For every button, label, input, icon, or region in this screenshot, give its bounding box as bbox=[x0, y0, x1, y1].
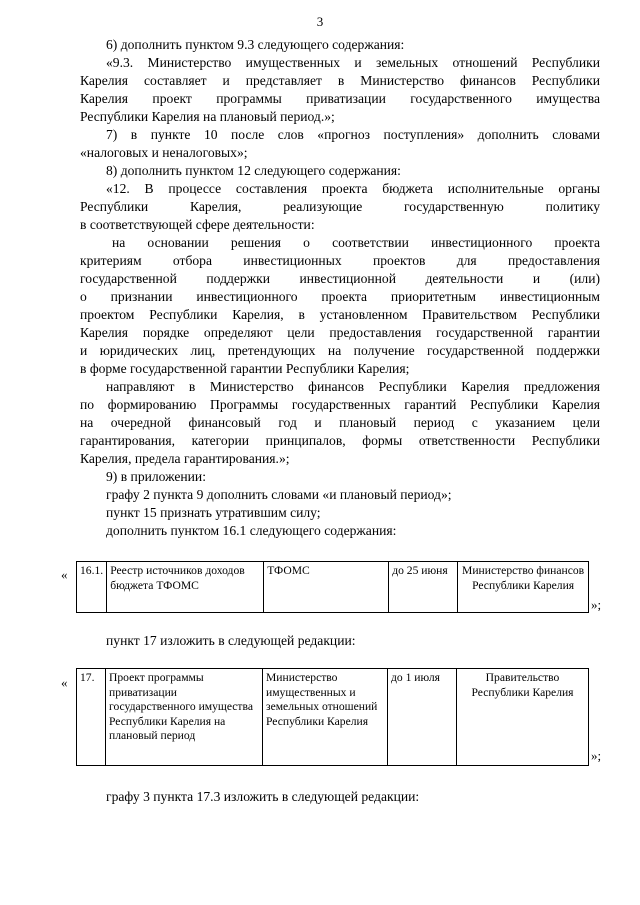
text-line: графу 3 пункта 17.3 изложить в следующей редакции: bbox=[106, 789, 420, 804]
table1-executor: ТФОМС bbox=[264, 562, 389, 613]
text-line: и юридических лиц, претендующих на получение государственной поддержки bbox=[80, 343, 600, 358]
table2-executor: Министерство имущественных и земельных отношений Республики Карелия bbox=[263, 669, 388, 766]
table2-name: Проект программы приватизации государственного имущества Республики Карелия на плановый период bbox=[106, 669, 263, 766]
text-line: о признании инвестиционного проекта приоритетным инвестиционным bbox=[80, 289, 600, 304]
text-line: 8) дополнить пунктом 12 следующего содержания: bbox=[106, 163, 401, 178]
text-line: по формированию Программы государственных гарантий Республики Карелия bbox=[80, 397, 600, 412]
text-line: Республики Карелия, реализующие государственную политику bbox=[80, 199, 600, 214]
table2-close-quote: »; bbox=[591, 748, 602, 763]
text-line: Республики Карелия на плановый период.»; bbox=[80, 109, 335, 124]
table2 bbox=[76, 668, 589, 766]
table1-name: Реестр источников доходов бюджета ТФОМС bbox=[107, 562, 264, 613]
text-line: в соответствующей сфере деятельности: bbox=[80, 217, 315, 232]
text-line: «12. В процессе составления проекта бюджета исполнительные органы bbox=[106, 181, 600, 196]
table2-num: 17. bbox=[77, 669, 106, 766]
text-line: Карелия порядке определяют цели предоставления государственной гарантии bbox=[80, 325, 600, 340]
text-line: государственной поддержки инвестиционной деятельности и (или) bbox=[80, 271, 600, 286]
page-number: 3 bbox=[316, 14, 324, 29]
text-line: Карелия составляет и представляет в Министерство финансов Республики bbox=[80, 73, 600, 88]
text-line: пункт 15 признать утратившим силу; bbox=[106, 505, 321, 520]
text-line: Карелия, предела гарантирования.»; bbox=[80, 451, 290, 466]
text-line: проектом Республики Карелия, в установленном Правительством Республики bbox=[80, 307, 600, 322]
table1-deadline: до 25 июня bbox=[389, 562, 458, 613]
table2-recipient: Правительство Республики Карелия bbox=[457, 669, 589, 766]
text-line: в форме государственной гарантии Республики Карелия; bbox=[80, 361, 410, 376]
table2-open-quote: « bbox=[61, 675, 68, 690]
table-row bbox=[77, 562, 589, 613]
text-line: «9.3. Министерство имущественных и земельных отношений Республики bbox=[106, 55, 600, 70]
text-line: на очередной финансовый год и плановый период с указанием цели bbox=[80, 415, 600, 430]
table1-num: 16.1. bbox=[77, 562, 107, 613]
text-line: «налоговых и неналоговых»; bbox=[80, 145, 248, 160]
text-line: критериям отбора инвестиционных проектов для предоставления bbox=[80, 253, 600, 268]
text-line: пункт 17 изложить в следующей редакции: bbox=[106, 633, 356, 648]
text-line: графу 2 пункта 9 дополнить словами «и плановый период»; bbox=[106, 487, 452, 502]
table1-open-quote: « bbox=[61, 567, 68, 582]
text-line: 6) дополнить пунктом 9.3 следующего содержания: bbox=[106, 37, 405, 52]
text-line: дополнить пунктом 16.1 следующего содержания: bbox=[106, 523, 397, 538]
text-line: 7) в пункте 10 после слов «прогноз поступления» дополнить словами bbox=[106, 127, 600, 142]
text-line: 9) в приложении: bbox=[106, 469, 206, 484]
table1-recipient: Министерство финансов Республики Карелия bbox=[458, 562, 589, 613]
text-line: Карелия проект программы приватизации государственного имущества bbox=[80, 91, 600, 106]
text-line: гарантирования, категории принципалов, формы ответственности Республики bbox=[80, 433, 600, 448]
text-line: направляют в Министерство финансов Республики Карелия предложения bbox=[106, 379, 600, 394]
table1-close-quote: »; bbox=[591, 597, 602, 612]
table2-deadline: до 1 июля bbox=[388, 669, 457, 766]
table1 bbox=[76, 561, 589, 613]
text-line: на основании решения о соответствии инвестиционного проекта bbox=[112, 235, 600, 250]
table-row bbox=[77, 669, 589, 766]
